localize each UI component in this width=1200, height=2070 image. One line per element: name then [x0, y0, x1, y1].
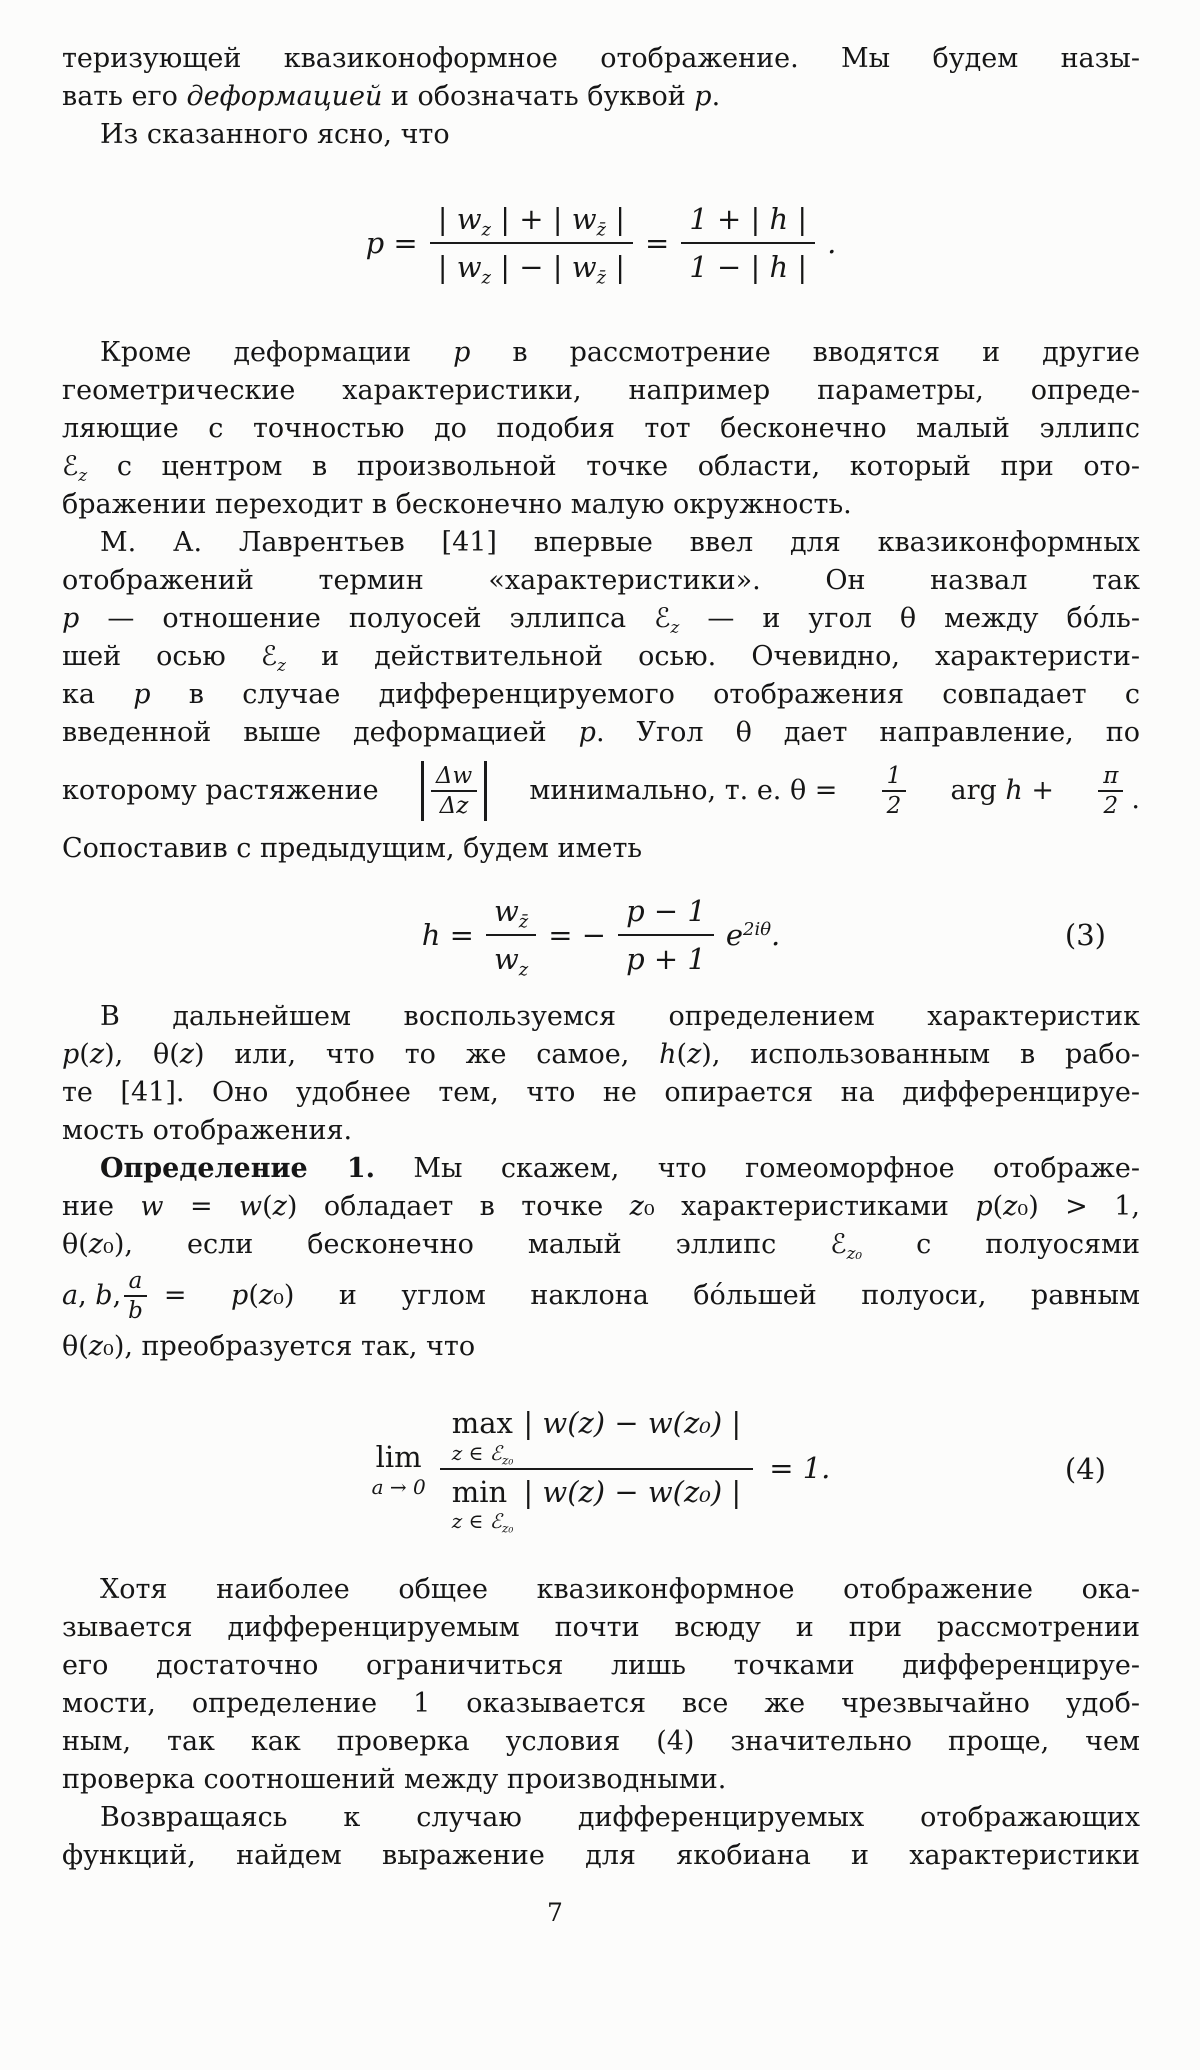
text-line: Кроме деформации p в рассмотрение вводятся и другие [100, 337, 1140, 368]
text-run: вать его [62, 81, 187, 112]
text-line: те [41]. Оно удобнее тем, что не опирается на дифференцируе- [62, 1077, 1140, 1108]
text-line: функций, найдем выражение для якобиана и характеристики [62, 1840, 1140, 1871]
fraction-pi-over-2: $\frac{\pi}{2}$ . [1096, 763, 1140, 820]
text-line: p — отношение полуосей эллипса ℰ$_z$ — и угол θ между бо́ль- [62, 603, 1141, 637]
text-line: шей осью ℰ$_z$ и действительной осью. Очевидно, характеристи- [62, 641, 1141, 675]
text-run: которому растяжение [62, 775, 379, 806]
max-operator: max z ∈ ℰ$_{z_0}$ [451, 1406, 514, 1467]
text-line: θ(z₀), преобразуется так, что [62, 1331, 476, 1362]
equals-sign: = [645, 225, 670, 260]
fraction-numerator: p − 1 [618, 891, 714, 936]
fraction-denominator [440, 1470, 753, 1536]
text-line: введенной выше деформацией p. Угол θ дает направление, по [62, 717, 1141, 748]
fraction-a-over-b: $\frac{a}{b}$ [123, 1268, 148, 1325]
page-number: 7 [547, 1898, 563, 1927]
fraction-denominator: | $w_z$ | − | $w_{z̄}$ | [437, 250, 625, 289]
text-line [62, 1150, 1140, 1188]
inline-math-line [62, 1264, 1140, 1328]
paragraph-1 [62, 40, 1140, 154]
text-line: ным, так как проверка условия (4) значительно проще, чем [62, 1726, 1140, 1757]
text-line: p(z), θ(z) или, что то же самое, h(z), использованным в рабо- [62, 1039, 1140, 1070]
paragraph-7 [62, 1799, 1140, 1875]
text-line: ка p в случае дифференцируемого отображения совпадает с [62, 679, 1140, 710]
text-line: ℰ$_z$ с центром в произвольной точке области, который при ото- [62, 451, 1140, 485]
text-line: отображений термин «характеристики». Он назвал так [62, 565, 1140, 596]
definition-label: Определение 1. [100, 1153, 376, 1184]
text-run: Мы скажем, что гомеоморфное отображе- [375, 1153, 1140, 1184]
formula-lhs: h = [421, 917, 474, 952]
fraction-numerator: $w_{z̄}$ [486, 891, 536, 936]
text-line: Из сказанного ясно, что [100, 119, 450, 150]
inline-math-line [62, 752, 1140, 830]
paragraph-3 [62, 524, 1140, 868]
text-line: геометрические характеристики, например параметры, опреде- [62, 375, 1140, 406]
text-line: его достаточно ограничиться лишь точками дифференцируе- [62, 1650, 1140, 1681]
fraction [486, 891, 536, 980]
display-formula-4 [62, 1376, 1140, 1561]
exponential-term: $e^{2i\theta}$. [725, 917, 781, 952]
equation-number-3: (3) [1064, 917, 1106, 952]
text-line: теризующей квазиконоформное отображение. Мы будем назы- [62, 43, 1140, 74]
paragraph-2 [62, 334, 1140, 524]
equals-one: = 1. [769, 1451, 831, 1486]
text-line: Возвращаясь к случаю дифференцируемых отображающих [100, 1802, 1140, 1833]
big-fraction [440, 1405, 753, 1536]
text-run: arg h + [950, 775, 1055, 806]
period: . [1131, 784, 1140, 816]
text-line: мость отображения. [62, 1115, 353, 1146]
text-line: бражении переходит в бесконечно малую окружность. [62, 489, 852, 520]
text-line: θ(z₀), если бесконечно малый эллипс ℰ$_{z_0}$ с полуосями [62, 1229, 1140, 1263]
text-run: и обозначать буквой [382, 81, 695, 112]
italic-term-deformation: деформацией [186, 81, 383, 112]
lim-label: lim [375, 1440, 422, 1475]
display-formula-3 [62, 874, 1140, 996]
text-line: М. А. Лаврентьев [41] впервые ввел для квазиконформных [100, 527, 1140, 558]
abs-fraction-dw-dz [421, 761, 487, 822]
text-block [62, 40, 1140, 1875]
text-line: ние w = w(z) обладает в точке z₀ характеристиками p(z₀) > 1, [62, 1191, 1140, 1222]
text-line: Хотя наиболее общее квазиконформное отображение ока- [100, 1574, 1140, 1605]
lim-subscript: a → 0 [371, 1474, 426, 1499]
text-line: Сопоставив с предыдущим, будем иметь [62, 833, 643, 864]
equals-minus: = − [548, 917, 607, 952]
fraction-one-half: $\frac{1}{2}$ [882, 763, 907, 820]
display-formula-deformation [62, 168, 1140, 318]
fraction-denominator: p + 1 [626, 942, 706, 976]
fraction-numerator: | $w_z$ | + | $w_{z̄}$ | [430, 199, 633, 244]
min-operator: min z ∈ ℰ$_{z_0}$ [451, 1474, 514, 1536]
variable-p: p [694, 81, 712, 112]
fraction-numerator: Δw [431, 763, 477, 792]
formula-period: . [827, 225, 837, 260]
text-line: В дальнейшем воспользуемся определением характеристик [100, 1001, 1140, 1032]
limit-operator [372, 1439, 426, 1497]
text-run: = p(z₀) и углом наклона бо́льшей полуоси, равным [163, 1280, 1140, 1311]
text-line: зывается дифференцируемым почти всюду и при рассмотрении [62, 1612, 1140, 1643]
text-line: мости, определение 1 оказывается все же чрезвычайно удоб- [62, 1688, 1140, 1719]
equation-number-4: (4) [1064, 1451, 1106, 1486]
paragraph-6 [62, 1571, 1140, 1799]
denominator-expression: | w(z) − w(z₀) | [523, 1474, 742, 1509]
numerator-expression: | w(z) − w(z₀) | [523, 1406, 742, 1441]
fraction [430, 199, 633, 288]
text-run: a, b, [62, 1280, 122, 1311]
formula-lhs: p = [365, 225, 418, 260]
text-run: . [711, 81, 721, 112]
text-run: минимально, т. е. θ = [529, 775, 838, 806]
fraction [681, 199, 815, 288]
text-line: проверка соотношений между производными. [62, 1764, 727, 1795]
paragraph-definition-1 [62, 1150, 1140, 1366]
paragraph-4 [62, 998, 1140, 1150]
fraction-denominator: 1 − | h | [689, 250, 808, 284]
fraction-numerator: 1 + | h | [681, 199, 815, 244]
text-line [62, 78, 1140, 116]
fraction-denominator: $w_z$ [493, 942, 529, 981]
fraction-denominator: Δz [439, 793, 469, 819]
fraction [618, 891, 714, 980]
fraction-numerator [440, 1405, 753, 1469]
text-line: ляющие с точностью до подобия тот бесконечно малый эллипс [62, 413, 1140, 444]
